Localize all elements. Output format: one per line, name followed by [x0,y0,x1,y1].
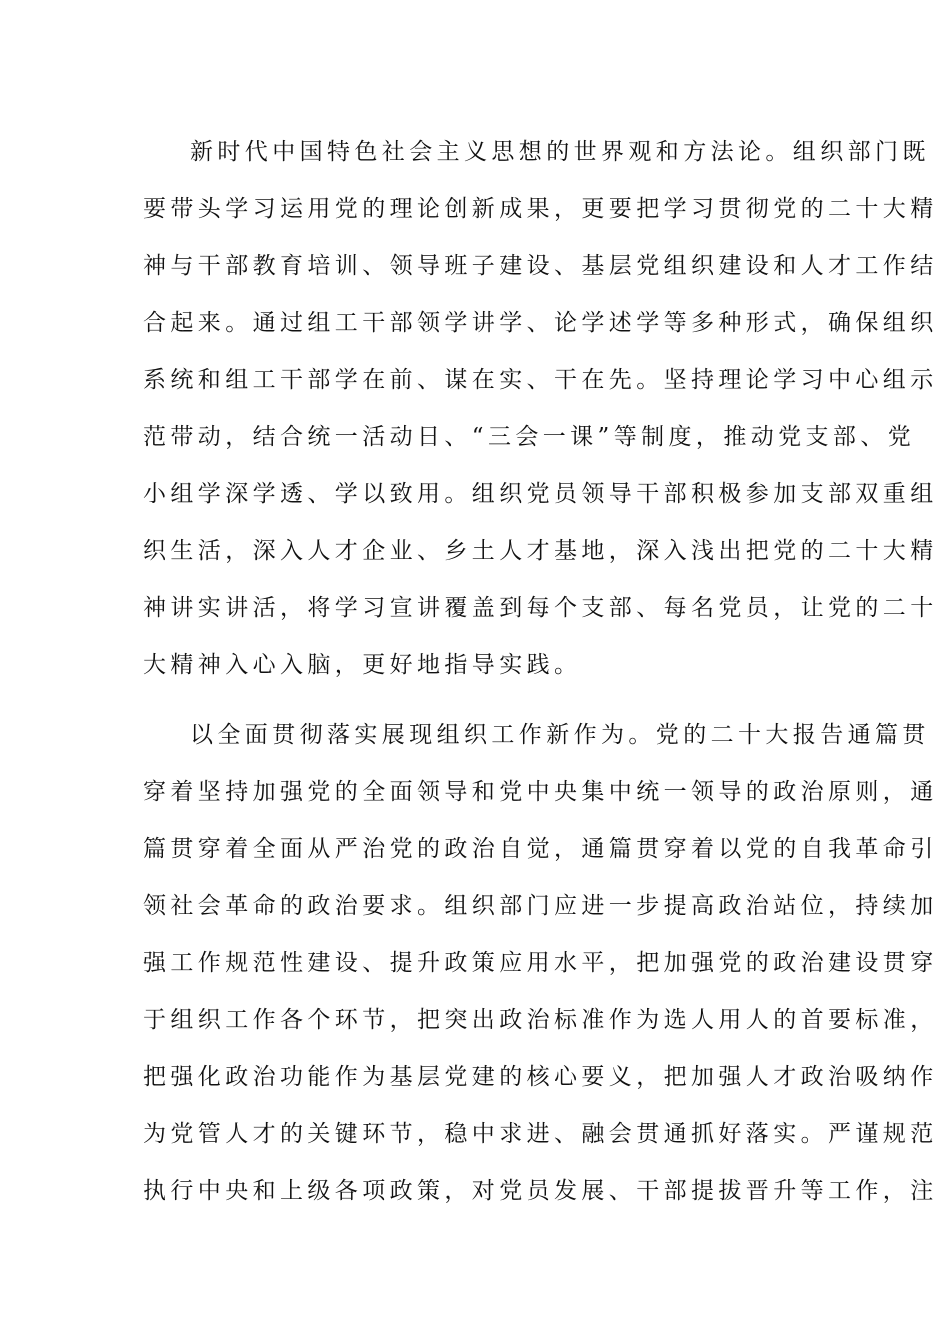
paragraph-2-line-6: 于组织工作各个环节，把突出政治标准作为选人用人的首要标准， [143,1007,938,1033]
paragraph-2-line-2: 穿着坚持加强党的全面领导和党中央集中统一领导的政治原则，通 [143,779,938,805]
paragraph-1-line-10: 大精神入心入脑，更好地指导实践。 [143,652,582,678]
paragraph-2-line-1: 以全面贯彻落实展现组织工作新作为。党的二十大报告通篇贯 [190,722,930,748]
paragraph-1-line-5: 系统和组工干部学在前、谋在实、干在先。坚持理论学习中心组示 [143,367,938,393]
paragraph-1-line-1: 新时代中国特色社会主义思想的世界观和方法论。组织部门既 [190,139,930,165]
paragraph-1-line-9: 神讲实讲活，将学习宣讲覆盖到每个支部、每名党员，让党的二十 [143,595,938,621]
paragraph-1-line-3: 神与干部教育培训、领导班子建设、基层党组织建设和人才工作结 [143,253,938,279]
paragraph-2-line-9: 执行中央和上级各项政策，对党员发展、干部提拔晋升等工作，注 [143,1178,938,1204]
paragraph-2-line-3: 篇贯穿着全面从严治党的政治自觉，通篇贯穿着以党的自我革命引 [143,836,938,862]
paragraph-2-line-8: 为党管人才的关键环节，稳中求进、融会贯通抓好落实。严谨规范 [143,1121,938,1147]
paragraph-1-line-7: 小组学深学透、学以致用。组织党员领导干部积极参加支部双重组 [143,481,938,507]
paragraph-2-line-5: 强工作规范性建设、提升政策应用水平，把加强党的政治建设贯穿 [143,950,938,976]
paragraph-1-line-2: 要带头学习运用党的理论创新成果，更要把学习贯彻党的二十大精 [143,196,938,222]
paragraph-2-line-7: 把强化政治功能作为基层党建的核心要义，把加强人才政治吸纳作 [143,1064,938,1090]
paragraph-2-line-4: 领社会革命的政治要求。组织部门应进一步提高政治站位，持续加 [143,893,938,919]
paragraph-1-line-4: 合起来。通过组工干部领学讲学、论学述学等多种形式，确保组织 [143,310,938,336]
paragraph-1-line-8: 织生活，深入人才企业、乡土人才基地，深入浅出把党的二十大精 [143,538,938,564]
paragraph-1-line-6: 范带动，结合统一活动日、“三会一课”等制度，推动党支部、党 [143,424,916,450]
